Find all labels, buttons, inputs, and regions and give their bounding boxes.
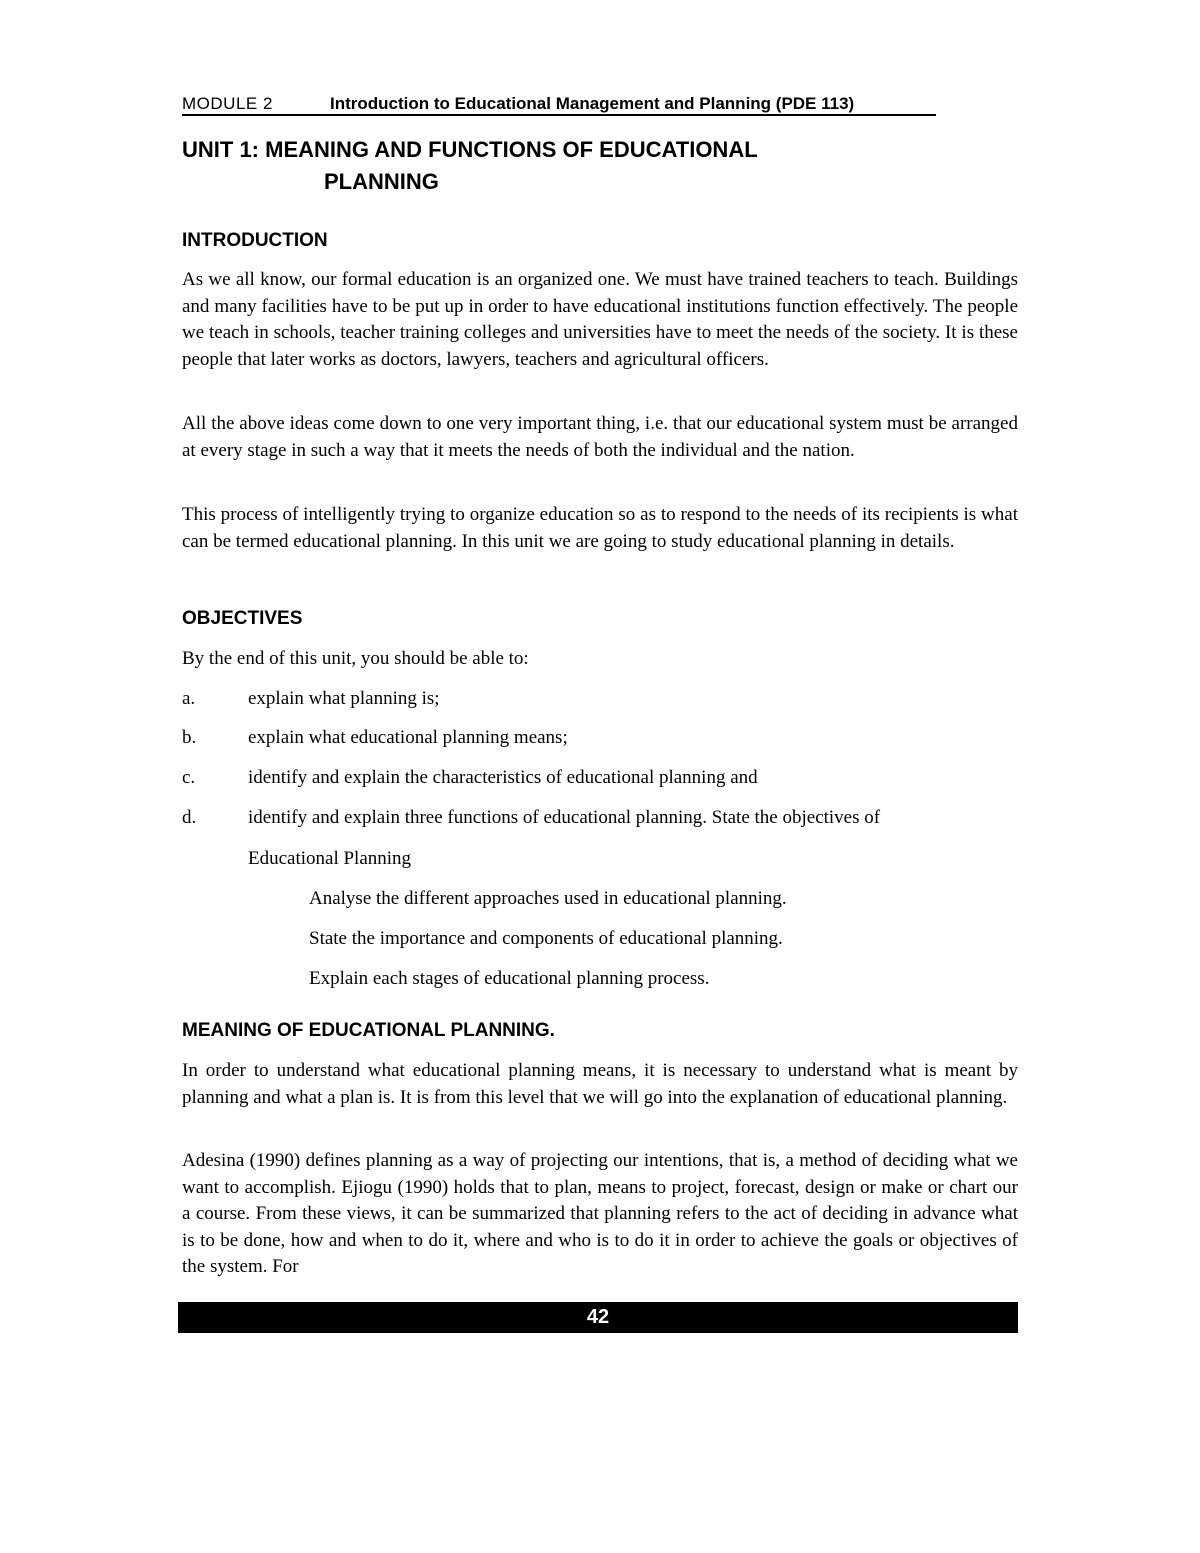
objectives-heading: OBJECTIVES [182,608,303,629]
objective-text: identify and explain the characteristics of educational planning and [248,767,758,788]
objective-continuation: Educational Planning [248,848,412,869]
objective-item [182,765,1018,791]
unit-title-line1: UNIT 1: MEANING AND FUNCTIONS OF EDUCATIONAL [182,137,758,162]
objective-sub-item: Analyse the different approaches used in educational planning. [309,888,787,909]
objective-marker: a. [182,688,196,709]
objective-text: explain what planning is; [248,688,440,709]
meaning-heading: MEANING OF EDUCATIONAL PLANNING. [182,1020,555,1041]
objective-item [182,805,1018,831]
objectives-intro: By the end of this unit, you should be able to: [182,648,529,669]
page-number-bar [178,1302,1018,1333]
unit-title-line2: PLANNING [324,169,439,194]
meaning-paragraph-1: In order to understand what educational planning means, it is necessary to understand what is meant by planning and what a plan is. It is from this level that we will go into the explanation of educational planning. [182,1060,1018,1108]
intro-paragraph-2: All the above ideas come down to one very important thing, i.e. that our educational system must be arranged at every stage in such a way that it meets the needs of both the individual and the nation. [182,413,1018,461]
introduction-heading: INTRODUCTION [182,230,328,251]
meaning-paragraph-2: Adesina (1990) defines planning as a way of projecting our intentions, that is, a method of deciding what we want to accomplish. Ejiogu (1990) holds that to plan, means to project, forecast, design or make or chart our a course. From these views, it can be summarized that planning refers to the act of deciding in advance what is to be done, how and when to do it, where and who is to do it in order to achieve the goals or objectives of the system. For [182,1150,1018,1277]
objective-marker: b. [182,727,197,748]
page-number: 42 [586,1306,610,1328]
unit-title [182,134,758,198]
objective-marker: c. [182,767,196,788]
objective-sub-item: Explain each stages of educational planning process. [309,968,710,989]
objective-sub-item: State the importance and components of educational planning. [309,928,783,949]
objective-item [182,725,1018,751]
course-title: Introduction to Educational Management and Planning (PDE 113) [330,94,855,113]
running-header [182,94,936,116]
objective-item [182,686,1018,712]
objective-text: identify and explain three functions of educational planning. State the objectives of [248,807,881,828]
objective-text: explain what educational planning means; [248,727,568,748]
intro-paragraph-1: As we all know, our formal education is an organized one. We must have trained teachers to teach. Buildings and many facilities have to be put up in order to have educational institutions function effectively. The people we teach in schools, teacher training colleges and universities have to meet the needs of the society. It is these people that later works as doctors, lawyers, teachers and agricultural officers. [182,269,1018,370]
intro-paragraph-3: This process of intelligently trying to organize education so as to respond to the needs of its recipients is what can be termed educational planning. In this unit we are going to study educational planning in details. [182,504,1018,552]
objective-marker: d. [182,807,197,828]
module-label: MODULE 2 [182,94,273,113]
